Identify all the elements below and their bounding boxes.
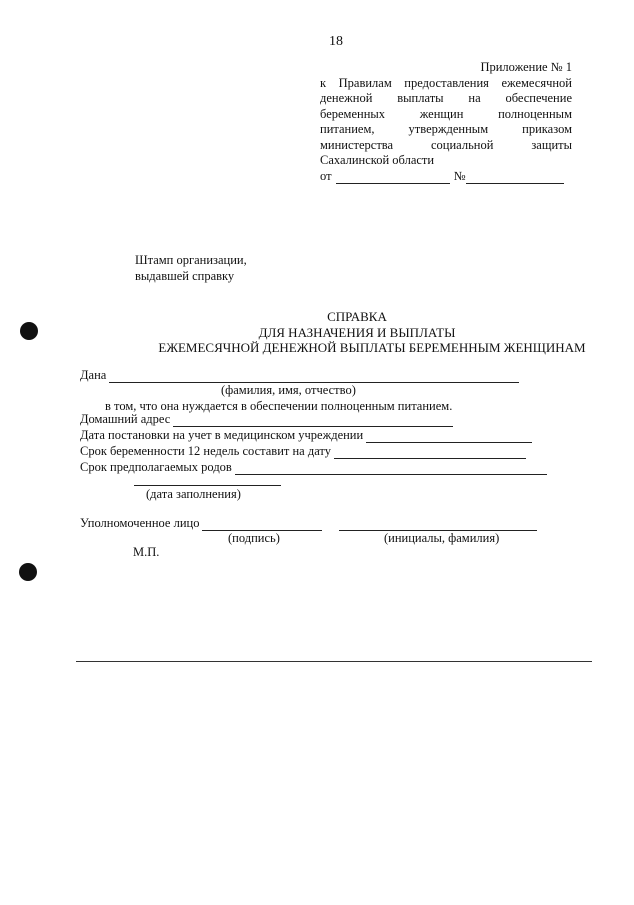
date-blank[interactable] [336,171,450,184]
fill-date-field[interactable] [134,485,281,486]
appendix-line: беременных женщин полноценным [320,106,572,121]
fio-hint: (фамилия, имя, отчество) [221,383,356,397]
document-title [0,309,634,356]
purpose-text: в том, что она нуждается в обеспечении полноценным питанием. [105,399,453,413]
term12-row [80,444,526,459]
birth-row [80,460,547,475]
appendix-line: к Правилам предоставления ежемесячной [320,75,572,90]
term12-label: Срок беременности 12 недель составит на дату [80,444,331,458]
stamp-line: выдавшей справку [135,269,235,283]
appendix-title: Приложение № 1 [480,60,572,74]
title-line: СПРАВКА [327,309,387,324]
title-line: ДЛЯ НАЗНАЧЕНИЯ И ВЫПЛАТЫ [258,324,456,340]
signature-hint: (подпись) [228,531,280,545]
appendix-line: министерства социальной защиты [320,137,572,152]
address-label: Домашний адрес [80,412,171,426]
punch-hole-icon [19,563,37,581]
title-line: ЕЖЕМЕСЯЧНОЙ ДЕНЕЖНОЙ ВЫПЛАТЫ БЕРЕМЕННЫМ ЖЕНЩИНАМ [158,340,586,355]
registration-row [80,428,532,443]
bottom-divider [76,661,592,662]
appendix-line: Сахалинской области [320,153,435,167]
number-blank[interactable] [466,171,564,184]
page-number: 18 [329,34,343,49]
stamp-line: Штамп организации, [135,253,247,267]
from-label: от [320,168,332,183]
appendix-line: питанием, утвержденным приказом [320,122,572,136]
fill-date-hint: (дата заполнения) [146,487,241,501]
initials-hint: (инициалы, фамилия) [384,531,500,545]
appendix-block [320,60,572,184]
birth-field[interactable] [235,473,547,475]
issued-to-label: Дана [80,368,107,382]
appendix-date-number-line [320,169,572,185]
stamp-block [135,252,247,284]
birth-label: Срок предполагаемых родов [80,460,232,474]
number-label: № [453,168,466,183]
authorized-label: Уполномоченное лицо [80,516,200,530]
registration-label: Дата постановки на учет в медицинском учреждении [80,428,364,442]
authorized-row [80,516,537,531]
seal-label: М.П. [133,545,160,559]
punch-hole-icon [20,322,38,340]
term12-field[interactable] [334,457,526,459]
appendix-line: денежной выплаты на обеспечение [320,91,572,105]
address-row [80,412,453,427]
address-field[interactable] [173,425,453,427]
issued-to-row [80,368,519,383]
registration-field[interactable] [366,441,532,443]
